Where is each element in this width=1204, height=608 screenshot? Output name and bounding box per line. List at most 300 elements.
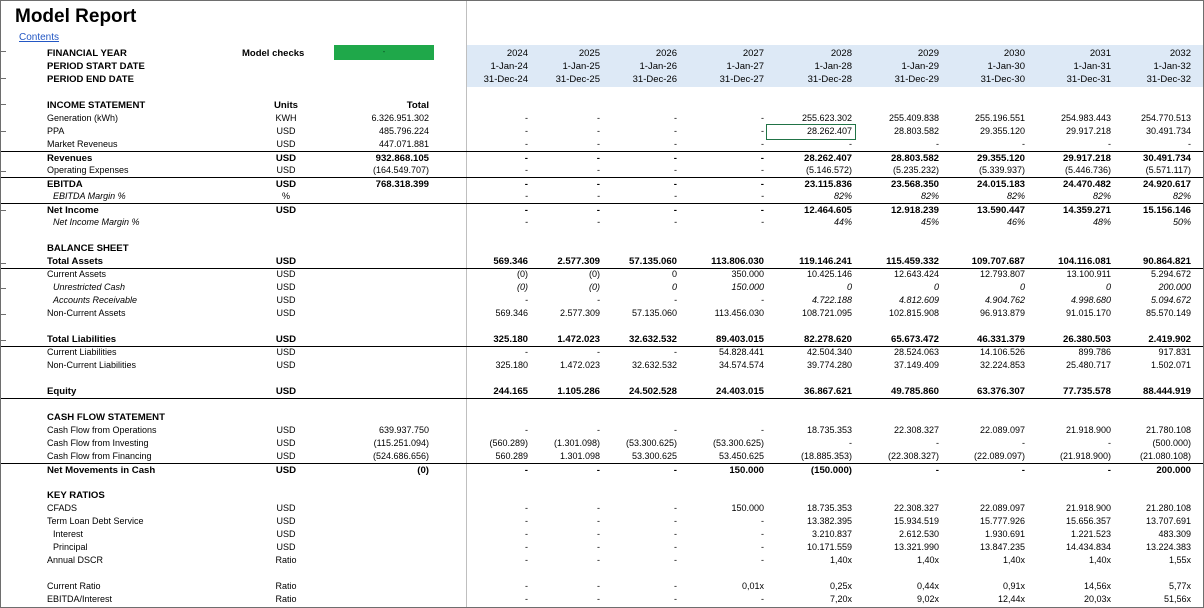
value-cell[interactable]: 5.094.672 <box>1150 295 1191 305</box>
value-cell[interactable]: - <box>525 139 528 149</box>
value-cell[interactable]: 22.089.097 <box>979 503 1025 513</box>
value-cell[interactable]: 0,25x <box>829 581 852 591</box>
value-cell[interactable]: - <box>525 425 528 435</box>
value-cell[interactable]: 0,91x <box>1002 581 1025 591</box>
value-cell[interactable]: 7,20x <box>829 594 852 604</box>
value-cell[interactable]: 28.262.407 <box>806 126 852 136</box>
value-cell[interactable]: (0) <box>517 269 528 279</box>
value-cell[interactable]: 24.015.183 <box>976 179 1025 190</box>
value-cell[interactable]: 21.780.108 <box>1145 425 1191 435</box>
value-cell[interactable]: - <box>524 205 528 216</box>
value-cell[interactable]: 82% <box>1172 191 1191 201</box>
value-cell[interactable]: 1,40x <box>829 555 852 565</box>
value-cell[interactable]: 22.308.327 <box>893 503 939 513</box>
value-cell[interactable]: 48% <box>1092 217 1111 227</box>
value-cell[interactable]: 150.000 <box>731 503 764 513</box>
value-cell[interactable]: 2.419.902 <box>1148 334 1191 345</box>
value-cell[interactable]: - <box>674 347 677 357</box>
value-cell[interactable]: - <box>936 139 939 149</box>
value-cell[interactable]: - <box>524 153 528 164</box>
value-cell[interactable]: 200.000 <box>1158 282 1191 292</box>
value-cell[interactable]: - <box>1108 438 1111 448</box>
value-cell[interactable]: - <box>936 438 939 448</box>
value-cell[interactable]: - <box>597 113 600 123</box>
value-cell[interactable]: 2.612.530 <box>898 529 939 539</box>
value-cell[interactable]: (0) <box>589 269 600 279</box>
value-cell[interactable]: - <box>674 594 677 604</box>
value-cell[interactable]: 1.502.071 <box>1150 360 1191 370</box>
value-cell[interactable]: (5.339.937) <box>978 165 1025 175</box>
value-cell[interactable]: 26.380.503 <box>1062 334 1111 345</box>
unit-cell[interactable]: USD <box>276 516 296 526</box>
value-cell[interactable]: 14.434.834 <box>1065 542 1111 552</box>
value-cell[interactable]: 91.015.170 <box>1065 308 1111 318</box>
value-cell[interactable]: 1,40x <box>1088 555 1111 565</box>
value-cell[interactable]: 13.224.383 <box>1145 542 1191 552</box>
unit-cell[interactable]: Ratio <box>275 555 297 565</box>
value-cell[interactable]: 1.930.691 <box>984 529 1025 539</box>
value-cell[interactable]: (53.300.625) <box>712 438 764 448</box>
value-cell[interactable]: - <box>761 113 764 123</box>
value-cell[interactable]: 115.459.332 <box>886 256 939 267</box>
value-cell[interactable]: 77.735.578 <box>1062 386 1111 397</box>
unit-cell[interactable]: USD <box>275 256 297 267</box>
value-cell[interactable]: 29.355.120 <box>976 153 1025 164</box>
value-cell[interactable]: (18.885.353) <box>800 451 852 461</box>
value-cell[interactable]: 113.806.030 <box>711 256 764 267</box>
value-cell[interactable]: - <box>761 529 764 539</box>
value-cell[interactable]: - <box>524 179 528 190</box>
value-cell[interactable]: 24.502.528 <box>628 386 677 397</box>
value-cell[interactable]: - <box>849 438 852 448</box>
value-cell[interactable]: - <box>525 191 528 201</box>
unit-cell[interactable]: USD <box>276 529 296 539</box>
value-cell[interactable]: 28.803.582 <box>893 126 939 136</box>
value-cell[interactable]: - <box>674 139 677 149</box>
value-cell[interactable]: 29.355.120 <box>979 126 1025 136</box>
value-cell[interactable]: - <box>525 542 528 552</box>
value-cell[interactable]: 0,44x <box>916 581 939 591</box>
value-cell[interactable]: 12.918.239 <box>890 205 939 216</box>
value-cell[interactable]: 1.472.023 <box>559 360 600 370</box>
value-cell[interactable]: 50% <box>1172 217 1191 227</box>
value-cell[interactable]: - <box>597 581 600 591</box>
value-cell[interactable]: - <box>597 555 600 565</box>
value-cell[interactable]: - <box>525 555 528 565</box>
value-cell[interactable]: 13.590.447 <box>976 205 1025 216</box>
selected-cell-highlight[interactable] <box>766 124 856 140</box>
value-cell[interactable]: (500.000) <box>1152 438 1191 448</box>
unit-cell[interactable]: USD <box>276 438 296 448</box>
value-cell[interactable]: - <box>596 205 600 216</box>
value-cell[interactable]: 21.280.108 <box>1145 503 1191 513</box>
value-cell[interactable]: - <box>674 529 677 539</box>
value-cell[interactable]: - <box>525 529 528 539</box>
value-cell[interactable]: 46% <box>1006 217 1025 227</box>
value-cell[interactable]: 1,40x <box>1002 555 1025 565</box>
value-cell[interactable]: 13.847.235 <box>979 542 1025 552</box>
value-cell[interactable]: - <box>525 126 528 136</box>
unit-cell[interactable]: Ratio <box>275 594 297 604</box>
value-cell[interactable]: 13.100.911 <box>1066 269 1111 279</box>
unit-cell[interactable]: USD <box>276 308 296 318</box>
total-cell[interactable]: (524.686.656) <box>372 451 429 461</box>
value-cell[interactable]: 2.577.309 <box>557 256 600 267</box>
value-cell[interactable]: 21.918.900 <box>1065 425 1111 435</box>
value-cell[interactable]: - <box>525 165 528 175</box>
value-cell[interactable]: - <box>761 217 764 227</box>
value-cell[interactable]: 350.000 <box>731 269 764 279</box>
value-cell[interactable]: 24.403.015 <box>715 386 764 397</box>
value-cell[interactable]: - <box>761 139 764 149</box>
value-cell[interactable]: - <box>760 205 764 216</box>
value-cell[interactable]: 483.309 <box>1158 529 1191 539</box>
value-cell[interactable]: - <box>524 465 528 476</box>
value-cell[interactable]: 13.321.990 <box>893 542 939 552</box>
value-cell[interactable]: 36.867.621 <box>803 386 852 397</box>
value-cell[interactable]: 102.815.908 <box>888 308 939 318</box>
value-cell[interactable]: 1,40x <box>916 555 939 565</box>
value-cell[interactable]: 82% <box>1092 191 1111 201</box>
value-cell[interactable]: 119.146.241 <box>799 256 852 267</box>
value-cell[interactable]: - <box>525 217 528 227</box>
value-cell[interactable]: 46.331.379 <box>976 334 1025 345</box>
value-cell[interactable]: 63.376.307 <box>976 386 1025 397</box>
value-cell[interactable]: 32.632.532 <box>631 360 677 370</box>
value-cell[interactable]: 44% <box>833 217 852 227</box>
value-cell[interactable]: 899.786 <box>1078 347 1111 357</box>
value-cell[interactable]: - <box>761 126 764 136</box>
value-cell[interactable]: 12.464.605 <box>803 205 852 216</box>
value-cell[interactable]: 10.425.146 <box>806 269 852 279</box>
value-cell[interactable]: 89.403.015 <box>715 334 764 345</box>
value-cell[interactable]: 1.105.286 <box>557 386 600 397</box>
value-cell[interactable]: - <box>935 465 939 476</box>
value-cell[interactable]: 917.831 <box>1158 347 1191 357</box>
value-cell[interactable]: - <box>760 153 764 164</box>
value-cell[interactable]: - <box>525 503 528 513</box>
value-cell[interactable]: (560.289) <box>489 438 528 448</box>
value-cell[interactable]: - <box>761 295 764 305</box>
value-cell[interactable]: 9,02x <box>916 594 939 604</box>
value-cell[interactable]: 51,56x <box>1163 594 1191 604</box>
unit-cell[interactable]: USD <box>276 360 296 370</box>
value-cell[interactable]: 24.470.482 <box>1062 179 1111 190</box>
value-cell[interactable]: 30.491.734 <box>1142 153 1191 164</box>
value-cell[interactable]: 0,01x <box>741 581 764 591</box>
value-cell[interactable]: - <box>1108 139 1111 149</box>
value-cell[interactable]: 82% <box>1006 191 1025 201</box>
value-cell[interactable]: 18.735.353 <box>806 503 852 513</box>
unit-cell[interactable]: USD <box>275 386 297 397</box>
value-cell[interactable]: 54.828.441 <box>718 347 764 357</box>
value-cell[interactable]: 25.480.717 <box>1065 360 1111 370</box>
unit-cell[interactable]: USD <box>276 347 296 357</box>
value-cell[interactable]: - <box>761 191 764 201</box>
value-cell[interactable]: 10.171.559 <box>806 542 852 552</box>
value-cell[interactable]: - <box>597 191 600 201</box>
value-cell[interactable]: - <box>1107 465 1111 476</box>
value-cell[interactable]: 88.444.919 <box>1142 386 1191 397</box>
value-cell[interactable]: 254.983.443 <box>1060 113 1111 123</box>
value-cell[interactable]: 28.262.407 <box>803 153 852 164</box>
value-cell[interactable]: - <box>597 594 600 604</box>
value-cell[interactable]: 254.770.513 <box>1140 113 1191 123</box>
value-cell[interactable]: - <box>596 153 600 164</box>
value-cell[interactable]: 0 <box>671 282 677 292</box>
value-cell[interactable]: 22.089.097 <box>979 425 1025 435</box>
value-cell[interactable]: - <box>1021 465 1025 476</box>
value-cell[interactable]: (21.918.900) <box>1059 451 1111 461</box>
value-cell[interactable]: - <box>597 347 600 357</box>
unit-cell[interactable]: USD <box>276 425 296 435</box>
value-cell[interactable]: 560.289 <box>495 451 528 461</box>
value-cell[interactable]: 255.409.838 <box>888 113 939 123</box>
value-cell[interactable]: 90.864.821 <box>1142 256 1191 267</box>
value-cell[interactable]: - <box>525 581 528 591</box>
value-cell[interactable]: 32.632.532 <box>628 334 677 345</box>
value-cell[interactable]: - <box>597 529 600 539</box>
value-cell[interactable]: - <box>674 165 677 175</box>
value-cell[interactable]: - <box>761 555 764 565</box>
value-cell[interactable]: 1.301.098 <box>559 451 600 461</box>
value-cell[interactable]: - <box>674 581 677 591</box>
unit-cell[interactable]: USD <box>275 179 297 190</box>
value-cell[interactable]: - <box>597 126 600 136</box>
model-checks-status[interactable]: - <box>334 45 434 60</box>
value-cell[interactable]: 22.308.327 <box>893 425 939 435</box>
value-cell[interactable]: 15.656.357 <box>1065 516 1111 526</box>
value-cell[interactable]: - <box>674 295 677 305</box>
value-cell[interactable]: 4.722.188 <box>811 295 852 305</box>
unit-cell[interactable]: USD <box>276 269 296 279</box>
unit-cell[interactable]: % <box>281 191 290 201</box>
value-cell[interactable]: - <box>525 516 528 526</box>
value-cell[interactable]: (1.301.098) <box>553 438 600 448</box>
value-cell[interactable]: 12.643.424 <box>893 269 939 279</box>
total-cell[interactable]: 485.796.224 <box>378 126 429 136</box>
value-cell[interactable]: 14,56x <box>1083 581 1111 591</box>
value-cell[interactable]: 65.673.472 <box>890 334 939 345</box>
value-cell[interactable]: 57.135.060 <box>631 308 677 318</box>
value-cell[interactable]: 85.570.149 <box>1145 308 1191 318</box>
value-cell[interactable]: 569.346 <box>495 308 528 318</box>
value-cell[interactable]: 5.294.672 <box>1150 269 1191 279</box>
unit-cell[interactable]: USD <box>276 542 296 552</box>
value-cell[interactable]: - <box>597 425 600 435</box>
value-cell[interactable]: 18.735.353 <box>806 425 852 435</box>
value-cell[interactable]: - <box>1022 139 1025 149</box>
value-cell[interactable]: - <box>597 217 600 227</box>
value-cell[interactable]: 5,77x <box>1168 581 1191 591</box>
value-cell[interactable]: 1.221.523 <box>1070 529 1111 539</box>
unit-cell[interactable]: USD <box>275 334 297 345</box>
value-cell[interactable]: 53.450.625 <box>718 451 764 461</box>
value-cell[interactable]: 0 <box>933 282 939 292</box>
value-cell[interactable]: 1,55x <box>1168 555 1191 565</box>
value-cell[interactable]: - <box>1188 139 1191 149</box>
value-cell[interactable]: - <box>674 555 677 565</box>
total-cell[interactable]: 932.868.105 <box>375 153 429 164</box>
value-cell[interactable]: 45% <box>920 217 939 227</box>
value-cell[interactable]: 39.774.280 <box>806 360 852 370</box>
value-cell[interactable]: - <box>673 205 677 216</box>
value-cell[interactable]: (22.308.327) <box>887 451 939 461</box>
value-cell[interactable]: 82.278.620 <box>803 334 852 345</box>
value-cell[interactable]: - <box>674 542 677 552</box>
value-cell[interactable]: 4.904.762 <box>984 295 1025 305</box>
unit-cell[interactable]: Units <box>274 100 298 111</box>
value-cell[interactable]: 200.000 <box>1156 465 1191 476</box>
total-cell[interactable]: (115.251.094) <box>373 438 429 448</box>
value-cell[interactable]: - <box>674 503 677 513</box>
value-cell[interactable]: - <box>673 465 677 476</box>
value-cell[interactable]: 1.472.023 <box>557 334 600 345</box>
value-cell[interactable]: 24.920.617 <box>1142 179 1191 190</box>
unit-cell[interactable]: USD <box>275 153 297 164</box>
total-cell[interactable]: 639.937.750 <box>378 425 429 435</box>
value-cell[interactable]: - <box>596 465 600 476</box>
value-cell[interactable]: 4.998.680 <box>1070 295 1111 305</box>
value-cell[interactable]: 42.504.340 <box>806 347 852 357</box>
value-cell[interactable]: - <box>596 179 600 190</box>
value-cell[interactable]: 28.803.582 <box>890 153 939 164</box>
value-cell[interactable]: - <box>597 295 600 305</box>
value-cell[interactable]: - <box>674 217 677 227</box>
value-cell[interactable]: 82% <box>833 191 852 201</box>
total-cell[interactable]: 6.326.951.302 <box>371 113 429 123</box>
value-cell[interactable]: (150.000) <box>810 465 852 476</box>
unit-cell[interactable]: USD <box>276 126 296 136</box>
value-cell[interactable]: 569.346 <box>493 256 528 267</box>
value-cell[interactable]: 28.524.063 <box>893 347 939 357</box>
value-cell[interactable]: 325.180 <box>493 334 528 345</box>
value-cell[interactable]: 150.000 <box>731 282 764 292</box>
value-cell[interactable]: - <box>525 295 528 305</box>
total-cell[interactable]: Total <box>406 100 429 111</box>
value-cell[interactable]: 150.000 <box>729 465 764 476</box>
value-cell[interactable]: - <box>849 139 852 149</box>
value-cell[interactable]: 0 <box>1019 282 1025 292</box>
value-cell[interactable]: 37.149.409 <box>893 360 939 370</box>
value-cell[interactable]: - <box>597 516 600 526</box>
value-cell[interactable]: 57.135.060 <box>628 256 677 267</box>
value-cell[interactable]: 30.491.734 <box>1145 126 1191 136</box>
value-cell[interactable]: 15.156.146 <box>1142 205 1191 216</box>
value-cell[interactable]: - <box>761 165 764 175</box>
value-cell[interactable]: - <box>761 516 764 526</box>
total-cell[interactable]: (164.549.707) <box>372 165 429 175</box>
value-cell[interactable]: - <box>525 347 528 357</box>
value-cell[interactable]: - <box>674 191 677 201</box>
value-cell[interactable]: 4.812.609 <box>898 295 939 305</box>
unit-cell[interactable]: USD <box>276 282 296 292</box>
value-cell[interactable]: 325.180 <box>495 360 528 370</box>
total-cell[interactable]: (0) <box>417 465 429 476</box>
value-cell[interactable]: - <box>1022 438 1025 448</box>
value-cell[interactable]: (0) <box>517 282 528 292</box>
unit-cell[interactable]: USD <box>276 165 296 175</box>
value-cell[interactable]: 29.917.218 <box>1062 153 1111 164</box>
value-cell[interactable]: 32.224.853 <box>979 360 1025 370</box>
value-cell[interactable]: - <box>761 542 764 552</box>
value-cell[interactable]: (53.300.625) <box>625 438 677 448</box>
value-cell[interactable]: - <box>597 165 600 175</box>
value-cell[interactable]: 0 <box>1105 282 1111 292</box>
value-cell[interactable]: 21.918.900 <box>1065 503 1111 513</box>
unit-cell[interactable]: Ratio <box>275 581 297 591</box>
value-cell[interactable]: 96.913.879 <box>979 308 1025 318</box>
value-cell[interactable]: 113.456.030 <box>714 308 764 318</box>
value-cell[interactable]: 14.106.526 <box>979 347 1025 357</box>
value-cell[interactable]: 3.210.837 <box>811 529 852 539</box>
total-cell[interactable]: 447.071.881 <box>378 139 429 149</box>
value-cell[interactable]: 82% <box>920 191 939 201</box>
value-cell[interactable]: - <box>674 126 677 136</box>
value-cell[interactable]: 53.300.625 <box>631 451 677 461</box>
value-cell[interactable]: 255.623.302 <box>801 113 852 123</box>
value-cell[interactable]: 49.785.860 <box>890 386 939 397</box>
value-cell[interactable]: - <box>760 179 764 190</box>
value-cell[interactable]: 255.196.551 <box>974 113 1025 123</box>
value-cell[interactable]: - <box>761 594 764 604</box>
value-cell[interactable]: (5.146.572) <box>805 165 852 175</box>
value-cell[interactable]: - <box>597 503 600 513</box>
total-cell[interactable]: 768.318.399 <box>375 179 429 190</box>
unit-cell[interactable]: KWH <box>275 113 297 123</box>
unit-cell[interactable]: USD <box>275 205 297 216</box>
value-cell[interactable]: 20,03x <box>1083 594 1111 604</box>
value-cell[interactable]: 109.707.687 <box>971 256 1025 267</box>
value-cell[interactable]: - <box>525 113 528 123</box>
value-cell[interactable]: 0 <box>671 269 677 279</box>
value-cell[interactable]: - <box>761 425 764 435</box>
value-cell[interactable]: 14.359.271 <box>1062 205 1111 216</box>
value-cell[interactable]: - <box>673 179 677 190</box>
value-cell[interactable]: 104.116.081 <box>1058 256 1111 267</box>
value-cell[interactable]: - <box>674 425 677 435</box>
value-cell[interactable]: (21.080.108) <box>1139 451 1191 461</box>
value-cell[interactable]: - <box>597 542 600 552</box>
value-cell[interactable]: (5.235.232) <box>892 165 939 175</box>
value-cell[interactable]: 13.707.691 <box>1145 516 1191 526</box>
value-cell[interactable]: 2.577.309 <box>559 308 600 318</box>
value-cell[interactable]: - <box>597 139 600 149</box>
unit-cell[interactable]: USD <box>276 139 296 149</box>
unit-cell[interactable]: USD <box>276 451 296 461</box>
value-cell[interactable]: (0) <box>589 282 600 292</box>
value-cell[interactable]: - <box>673 153 677 164</box>
value-cell[interactable]: 23.115.836 <box>804 179 852 190</box>
value-cell[interactable]: 0 <box>846 282 852 292</box>
value-cell[interactable]: 29.917.218 <box>1065 126 1111 136</box>
value-cell[interactable]: 244.165 <box>493 386 528 397</box>
value-cell[interactable]: 12,44x <box>997 594 1025 604</box>
value-cell[interactable]: 13.382.395 <box>806 516 852 526</box>
value-cell[interactable]: 34.574.574 <box>718 360 764 370</box>
contents-link[interactable]: Contents <box>19 32 60 43</box>
value-cell[interactable]: 12.793.807 <box>979 269 1025 279</box>
unit-cell[interactable]: USD <box>276 503 296 513</box>
value-cell[interactable]: - <box>674 113 677 123</box>
unit-cell[interactable]: USD <box>276 295 296 305</box>
value-cell[interactable]: 15.934.519 <box>893 516 939 526</box>
value-cell[interactable]: 108.721.095 <box>801 308 852 318</box>
value-cell[interactable]: - <box>674 516 677 526</box>
value-cell[interactable]: (5.571.117) <box>1145 165 1191 175</box>
value-cell[interactable]: 15.777.926 <box>979 516 1025 526</box>
value-cell[interactable]: (5.446.736) <box>1064 165 1111 175</box>
